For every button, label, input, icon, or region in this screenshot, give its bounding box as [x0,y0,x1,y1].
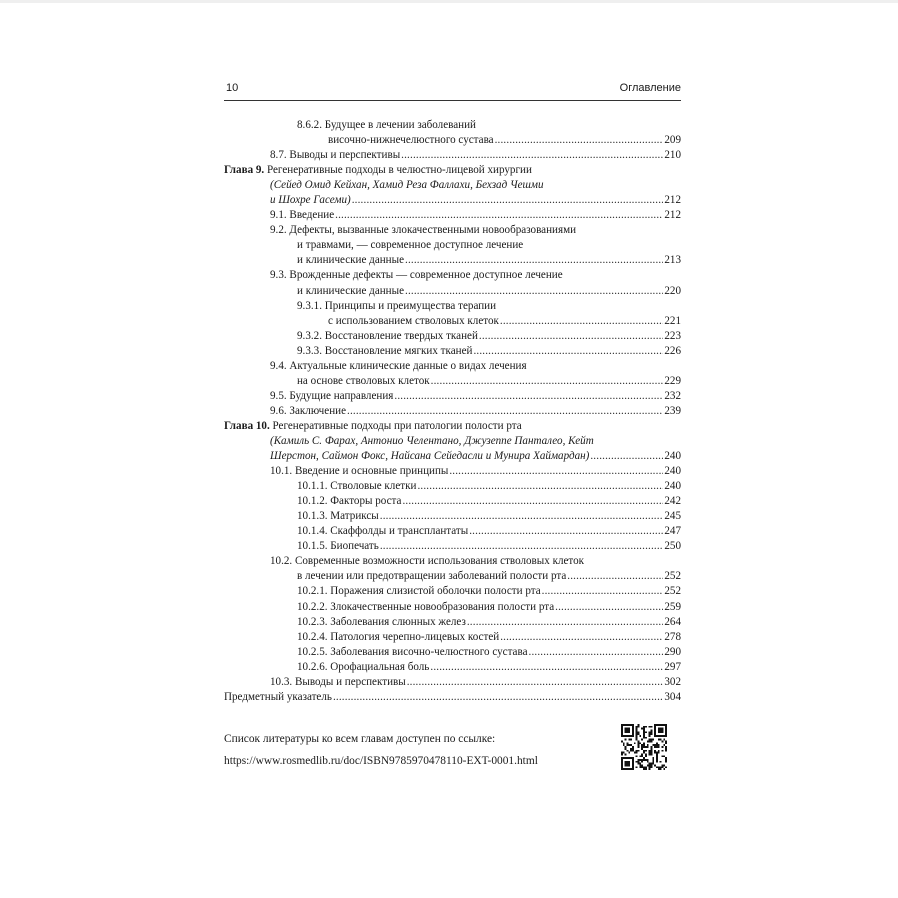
toc-entry[interactable] [224,494,681,509]
dot-leader [467,615,664,630]
toc-entry-text: 8.6.2. Будущее в лечении заболеваний [297,119,476,131]
toc-page-number: 220 [664,284,681,297]
toc-entry[interactable] [224,374,681,389]
toc-entry-text: (Сейед Омид Кейхан, Хамид Реза Фаллахи, Бехзад Чешми [270,179,544,192]
toc-entry-text: 10.1.1. Стволовые клетки [297,480,417,493]
bibliography-note [224,728,624,772]
dot-leader [500,630,663,645]
toc-chapter[interactable] [224,419,681,434]
toc-entry[interactable] [224,675,681,690]
toc-entry-text: 10.1. Введение и основные принципы [270,465,449,478]
toc-entry[interactable] [224,584,681,599]
toc-entry[interactable] [224,539,681,554]
toc-entry[interactable] [224,630,681,645]
toc-chapter[interactable] [224,163,681,178]
dot-leader [402,494,663,509]
toc-entry[interactable] [224,299,681,314]
toc-page-number: 252 [664,585,681,598]
toc-entry-text: и травмами, — современное доступное лечение [297,239,524,252]
dot-leader [407,675,664,690]
dot-leader [431,374,664,389]
toc-entry-text: 10.2.4. Патология черепно-лицевых костей [297,630,500,643]
chapter-label: Глава 9. [224,164,267,177]
running-header [224,82,681,96]
toc-entry[interactable] [224,615,681,630]
toc-entry[interactable] [224,193,681,208]
dot-leader [567,569,663,584]
toc-entry[interactable] [224,284,681,299]
toc-entry[interactable] [224,690,681,705]
toc-entry-text: 9.6. Заключение [270,404,346,417]
dot-leader [401,148,663,163]
toc-entry-text: височно-нижнечелюстного сустава [328,134,494,147]
table-of-contents [224,118,681,705]
dot-leader [473,344,663,359]
toc-page-number: 229 [664,374,681,387]
toc-entry[interactable] [224,359,681,374]
chapter-label: Глава 10. [224,419,273,432]
toc-page-number: 223 [664,329,681,342]
dot-leader [335,208,663,223]
toc-entry-text: 9.1. Введение [270,209,335,222]
toc-page-number: 290 [664,645,681,658]
dot-leader [417,479,663,494]
toc-entry-text: 9.3.1. Принципы и преимущества терапии [297,299,497,312]
toc-page-number: 264 [664,615,681,628]
toc-entry[interactable] [224,133,681,148]
toc-page-number: 304 [664,690,681,703]
toc-entry-text: с использованием стволовых клеток [328,314,499,327]
toc-entry[interactable] [224,645,681,660]
toc-entry[interactable] [224,509,681,524]
toc-entry[interactable] [224,223,681,238]
toc-page-number: 247 [664,525,681,538]
toc-entry-text: Предметный указатель [224,690,332,703]
dot-leader [380,509,664,524]
toc-page-number: 245 [664,510,681,523]
toc-page-number: 212 [664,209,681,222]
toc-entry[interactable] [224,253,681,268]
toc-entry-text: Шерстон, Саймон Фокс, Найсана Сейедасли и Мунира Хаймардан) [270,450,590,463]
toc-entry-text: Регенеративные подходы при патологии полости рта [272,419,522,432]
dot-leader [405,253,663,268]
toc-page-number: 252 [664,570,681,583]
toc-entry[interactable] [224,208,681,223]
toc-page-number: 213 [664,254,681,267]
toc-page-number: 259 [664,600,681,613]
toc-entry-text: 10.1.2. Факторы роста [297,495,402,508]
toc-entry-text: 10.2.1. Поражения слизистой оболочки полости рта [297,585,541,598]
toc-page-number: 212 [664,194,681,207]
toc-entry[interactable] [224,434,681,449]
toc-page-number: 221 [664,314,681,327]
toc-entry[interactable] [224,314,681,329]
toc-entry[interactable] [224,148,681,163]
toc-entry-text: Регенеративные подходы в челюстно-лицевой хирургии [266,164,532,177]
toc-entry-text: 10.3. Выводы и перспективы [270,675,406,688]
dot-leader [380,539,664,554]
toc-entry[interactable] [224,524,681,539]
toc-entry-text: 9.3.3. Восстановление мягких тканей [297,344,473,357]
toc-entry-text: 9.3. Врожденные дефекты — современное доступное лечение [270,269,563,282]
bibliography-link[interactable]: https://www.rosmedlib.ru/doc/ISBN9785970478110-EXT-0001.html [224,755,538,767]
toc-entry-text: и Шохре Гасеми) [270,194,351,207]
dot-leader [469,524,663,539]
toc-page-number: 297 [664,660,681,673]
toc-entry-text: и клинические данные [297,284,404,297]
toc-page-number: 240 [664,465,681,478]
dot-leader [495,133,664,148]
dot-leader [590,449,663,464]
toc-entry-text: 9.4. Актуальные клинические данные о видах лечения [270,359,527,372]
dot-leader [500,314,663,329]
qr-code [621,724,667,770]
toc-entry-text: 10.2.2. Злокачественные новообразования полости рта [297,600,555,613]
toc-entry[interactable] [224,238,681,253]
toc-entry-text: 10.1.4. Скаффолды и трансплантаты [297,525,469,538]
toc-entry[interactable] [224,554,681,569]
page-number: 10 [226,82,239,94]
toc-entry-text: 9.3.2. Восстановление твердых тканей [297,329,478,342]
toc-entry-text: 10.2.5. Заболевания височно-челюстного сустава [297,645,528,658]
toc-entry-text: 10.1.3. Матриксы [297,510,379,523]
page-top-border [0,0,898,3]
toc-entry[interactable] [224,389,681,404]
toc-entry[interactable] [224,569,681,584]
toc-entry[interactable] [224,660,681,675]
dot-leader [333,690,663,705]
dot-leader [430,660,663,675]
toc-entry[interactable] [224,118,681,133]
toc-page-number: 210 [664,149,681,162]
header-rule [224,100,681,101]
toc-page-number: 240 [664,450,681,463]
toc-page-number: 239 [664,404,681,417]
toc-page-number: 240 [664,480,681,493]
toc-page-number: 302 [664,675,681,688]
toc-entry-text: 10.2. Современные возможности использования стволовых клеток [270,555,585,568]
toc-page-number: 250 [664,540,681,553]
toc-page-number: 232 [664,389,681,402]
dot-leader [555,600,663,615]
toc-entry[interactable] [224,600,681,615]
toc-entry-text: 9.5. Будущие направления [270,389,394,402]
toc-entry-text: 10.2.6. Орофациальная боль [297,660,430,673]
toc-entry-text: 10.1.5. Биопечать [297,540,379,553]
dot-leader [347,404,663,419]
toc-entry-text: (Камиль С. Фарах, Антонио Челентано, Джузеппе Панталео, Кейт [270,434,594,447]
toc-entry[interactable] [224,479,681,494]
dot-leader [352,193,664,208]
toc-page-number: 278 [664,630,681,643]
toc-page-number: 226 [664,344,681,357]
dot-leader [479,329,663,344]
dot-leader [542,584,664,599]
toc-entry-text: в лечении или предотвращении заболеваний полости рта [297,570,567,583]
dot-leader [394,389,663,404]
toc-page-number: 209 [664,134,681,147]
toc-entry[interactable] [224,449,681,464]
dot-leader [405,284,663,299]
dot-leader [449,464,663,479]
section-title: Оглавление [619,82,681,94]
toc-entry[interactable] [224,268,681,283]
toc-entry[interactable] [224,464,681,479]
toc-entry[interactable] [224,178,681,193]
toc-entry-text: 9.2. Дефекты, вызванные злокачественными новообразованиями [270,224,577,237]
toc-entry[interactable] [224,404,681,419]
toc-entry-text: и клинические данные [297,254,404,267]
toc-entry-text: на основе стволовых клеток [297,374,430,387]
toc-entry[interactable] [224,344,681,359]
bibliography-note-text: Список литературы ко всем главам доступен по ссылке: [224,733,496,745]
toc-entry-text: 8.7. Выводы и перспективы [270,149,401,162]
dot-leader [529,645,664,660]
toc-entry[interactable] [224,329,681,344]
toc-page-number: 242 [664,495,681,508]
toc-entry-text: 10.2.3. Заболевания слюнных желез [297,615,466,628]
